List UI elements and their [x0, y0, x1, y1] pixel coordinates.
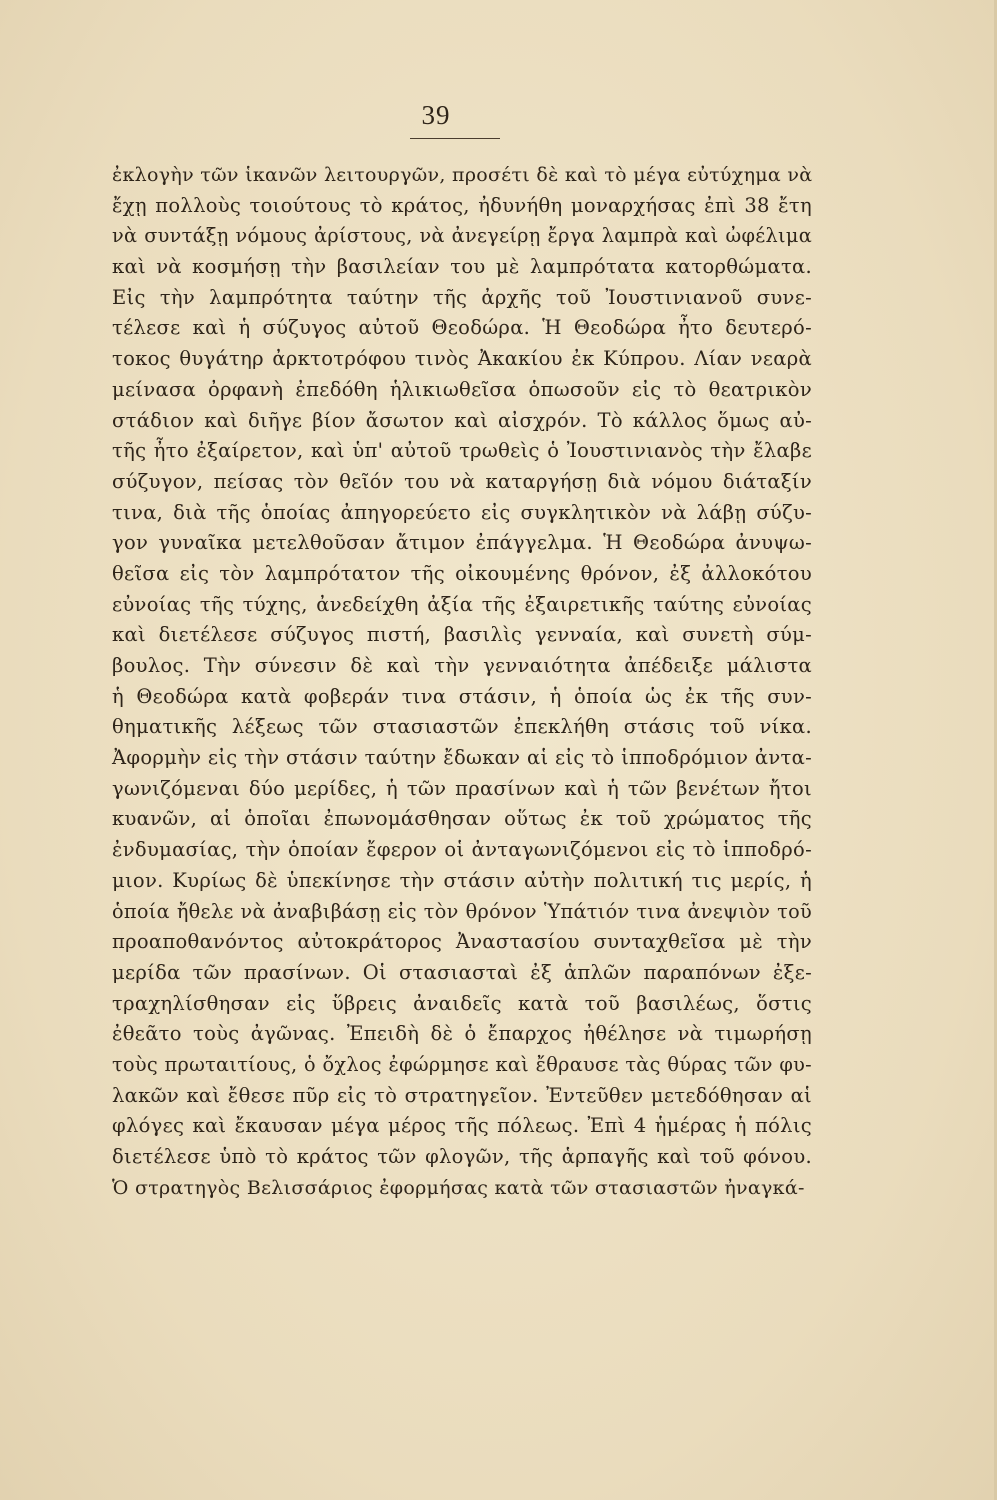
text-line: καὶ διετέλεσε σύζυγος πιστή, βασιλὶς γενναία, καὶ συνετὴ σύμ-	[112, 623, 812, 647]
text-line: ἔχῃ πολλοὺς τοιούτους τὸ κράτος, ἠδυνήθη μοναρχήσας ἐπὶ 38 ἔτη	[112, 193, 812, 217]
header-rule	[410, 138, 500, 139]
text-line: καὶ νὰ κοσμήσῃ τὴν βασιλείαν του μὲ λαμπρότατα κατορθώματα.	[112, 255, 812, 279]
text-line: Εἰς τὴν λαμπρότητα ταύτην τῆς ἀρχῆς τοῦ Ἰουστινιανοῦ συνε-	[112, 285, 812, 309]
text-line: τέλεσε καὶ ἡ σύζυγος αὐτοῦ Θεοδώρα. Ἡ Θεοδώρα ἦτο δευτερό-	[112, 316, 812, 340]
text-line: βουλος. Τὴν σύνεσιν δὲ καὶ τὴν γενναιότητα ἀπέδειξε μάλιστα	[112, 654, 812, 677]
body-text	[112, 160, 812, 1203]
text-line: ἡ Θεοδώρα κατὰ φοβεράν τινα στάσιν, ἡ ὁποία ὡς ἐκ τῆς συν-	[112, 684, 812, 708]
text-line: μείνασα ὀρφανὴ ἐπεδόθη ἡλικιωθεῖσα ὁπωσοῦν εἰς τὸ θεατρικὸν	[112, 377, 812, 401]
text-line: ἐθεᾶτο τοὺς ἀγῶνας. Ἐπειδὴ δὲ ὁ ἔπαρχος ἠθέλησε νὰ τιμωρήσῃ	[112, 1022, 812, 1046]
text-line: σύζυγον, πείσας τὸν θεῖόν του νὰ καταργήσῃ διὰ νόμου διάταξίν	[112, 469, 812, 493]
text-line: θηματικῆς λέξεως τῶν στασιαστῶν ἐπεκλήθη στάσις τοῦ νίκα.	[112, 715, 812, 739]
text-line: κυανῶν, αἱ ὁποῖαι ἐπωνομάσθησαν οὕτως ἐκ τοῦ χρώματος τῆς	[112, 807, 812, 831]
page-number: 39	[421, 100, 451, 130]
text-line: ἐνδυμασίας, τὴν ὁποίαν ἔφερον οἱ ἀνταγωνιζόμενοι εἰς τὸ ἱπποδρό-	[112, 838, 812, 862]
text-line: τοὺς πρωταιτίους, ὁ ὄχλος ἐφώρμησε καὶ ἔθραυσε τὰς θύρας τῶν φυ-	[112, 1052, 812, 1076]
text-line: ὁποία ἤθελε νὰ ἀναβιβάσῃ εἰς τὸν θρόνον Ὑπάτιόν τινα ἀνεψιὸν τοῦ	[112, 899, 812, 923]
text-line: Ὁ στρατηγὸς Βελισσάριος ἐφορμήσας κατὰ τῶν στασιαστῶν ἠναγκά-	[112, 1176, 805, 1199]
text-line: νὰ συντάξῃ νόμους ἀρίστους, νὰ ἀνεγείρῃ ἔργα λαμπρὰ καὶ ὠφέλιμα	[112, 224, 812, 248]
text-line: μερίδα τῶν πρασίνων. Οἱ στασιασταὶ ἐξ ἁπλῶν παραπόνων ἐξε-	[112, 960, 812, 984]
text-line: διετέλεσε ὑπὸ τὸ κράτος τῶν φλογῶν, τῆς ἁρπαγῆς καὶ τοῦ φόνου.	[112, 1145, 812, 1168]
text-line: φλόγες καὶ ἔκαυσαν μέγα μέρος τῆς πόλεως. Ἐπὶ 4 ἡμέρας ἡ πόλις	[112, 1114, 812, 1138]
text-line: γωνιζόμεναι δύο μερίδες, ἡ τῶν πρασίνων καὶ ἡ τῶν βενέτων ἤτοι	[112, 776, 812, 800]
text-line: στάδιον καὶ διῆγε βίον ἄσωτον καὶ αἰσχρόν. Τὸ κάλλος ὅμως αὐ-	[112, 408, 812, 432]
text-line: εὐνοίας τῆς τύχης, ἀνεδείχθη ἀξία τῆς ἐξαιρετικῆς ταύτης εὐνοίας	[112, 592, 812, 616]
text-line: τραχηλίσθησαν εἰς ὕβρεις ἀναιδεῖς κατὰ τοῦ βασιλέως, ὅστις	[112, 991, 812, 1015]
text-line: τοκος θυγάτηρ ἀρκτοτρόφου τινὸς Ἀκακίου ἐκ Κύπρου. Λίαν νεαρὰ	[112, 347, 812, 371]
text-line: Ἀφορμὴν εἰς τὴν στάσιν ταύτην ἔδωκαν αἱ εἰς τὸ ἱπποδρόμιον ἀντα-	[112, 746, 812, 770]
text-line: ἐκλογὴν τῶν ἱκανῶν λειτουργῶν, προσέτι δὲ καὶ τὸ μέγα εὐτύχημα νὰ	[112, 164, 813, 186]
text-line: θεῖσα εἰς τὸν λαμπρότατον τῆς οἰκουμένης θρόνον, ἐξ ἀλλοκότου	[112, 561, 812, 585]
text-line: προαποθανόντος αὐτοκράτορος Ἀναστασίου συνταχθεῖσα μὲ τὴν	[112, 930, 812, 954]
text-line: τῆς ἦτο ἐξαίρετον, καὶ ὑπ' αὐτοῦ τρωθεὶς ὁ Ἰουστινιανὸς τὴν ἔλαβε	[112, 439, 812, 463]
text-line: γον γυναῖκα μετελθοῦσαν ἄτιμον ἐπάγγελμα. Ἡ Θεοδώρα ἀνυψω-	[112, 531, 812, 555]
text-line: τινα, διὰ τῆς ὁποίας ἀπηγορεύετο εἰς συγκλητικὸν νὰ λάβῃ σύζυ-	[112, 500, 812, 524]
text-line: λακῶν καὶ ἔθεσε πῦρ εἰς τὸ στρατηγεῖον. Ἐντεῦθεν μετεδόθησαν αἱ	[112, 1083, 812, 1107]
text-line: μιον. Κυρίως δὲ ὑπεκίνησε τὴν στάσιν αὐτὴν πολιτική τις μερίς, ἡ	[112, 868, 812, 892]
